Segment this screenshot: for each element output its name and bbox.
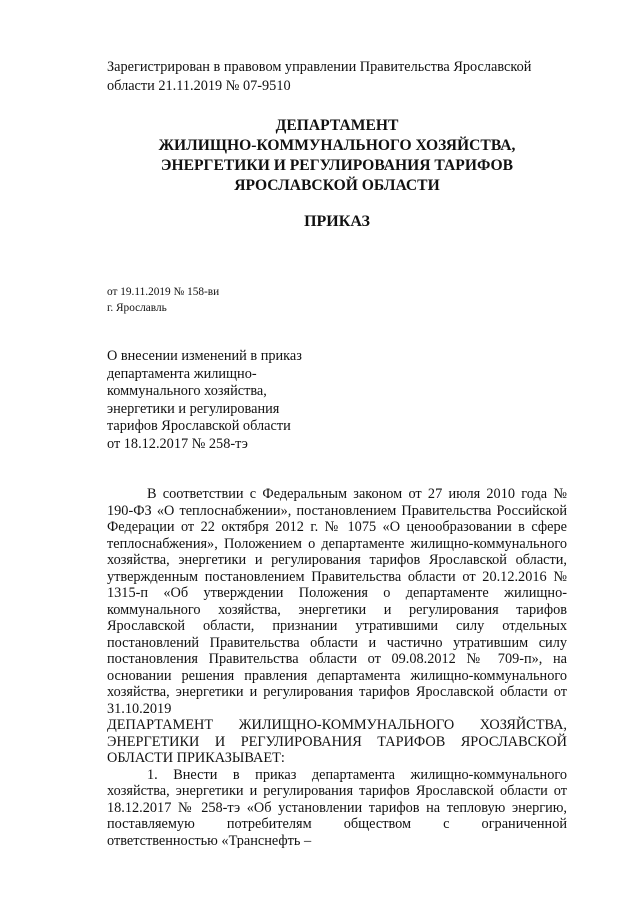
subject-line-6: от 18.12.2017 № 258-тэ	[107, 435, 248, 452]
subject-line-5: тарифов Ярославской области	[107, 418, 291, 434]
order-title: ПРИКАЗ	[304, 213, 370, 230]
registration-line-1: Зарегистрирован в правовом управлении Правительства Ярославской	[107, 59, 532, 75]
subject-line-3: коммунального хозяйства,	[107, 383, 267, 399]
registration-line-2: области 21.11.2019 № 07-9510	[107, 78, 291, 94]
order-date-number: от 19.11.2019 № 158-ви	[107, 286, 220, 298]
department-line-1: ДЕПАРТАМЕНТ	[275, 117, 399, 134]
order-city: г. Ярославль	[107, 302, 167, 314]
department-line-4: ЯРОСЛАВСКОЙ ОБЛАСТИ	[234, 177, 440, 194]
order-subject	[107, 348, 367, 453]
department-line-3: ЭНЕРГЕТИКИ И РЕГУЛИРОВАНИЯ ТАРИФОВ	[160, 157, 514, 174]
body-paragraph-item-1: 1. Внести в приказ департамента жилищно-коммунального хозяйства, энергетики и регулирования тарифов Ярославской области от 18.12.2017 № 258-тэ «Об установлении тарифов на тепловую энергию, поставляемую потребителям обществом с ограниченной ответственностью «Транснефть –	[107, 766, 567, 849]
order-body	[107, 486, 567, 849]
subject-line-4: энергетики и регулирования	[107, 400, 280, 417]
department-header	[107, 116, 567, 196]
department-line-2: ЖИЛИЩНО-КОММУНАЛЬНОГО ХОЗЯЙСТВА,	[158, 137, 516, 154]
body-paragraph-basis: В соответствии с Федеральным законом от 27 июля 2010 года № 190-ФЗ «О теплоснабжении», постановлением Правительства Российской Федерации от 22 октября 2012 г. № 1075 «О ценообразовании в сфере теплоснабжения», Положением о департаменте жилищно-коммунального хозяйства, энергетики и регулирования тарифов Ярославской области, утвержденным постановлением Правительства области от 20.12.2016 № 1315-п «Об утверждении Положения о департаменте жилищно-коммунального хозяйства, энергетики и регулирования тарифов Ярославской области, признании утратившими силу отдельных постановлений Правительства области и частично утратившим силу постановления Правительства области от 09.08.2012 № 709-п», на основании решения правления департамента жилищно-коммунального хозяйства, энергетики и регулирования тарифов Ярославской области от 31.10.2019	[107, 486, 567, 717]
order-meta	[107, 284, 407, 316]
subject-line-2: департамента жилищно-	[107, 365, 257, 382]
subject-line-1: О внесении изменений в приказ	[107, 348, 302, 364]
body-paragraph-orders: ДЕПАРТАМЕНТ ЖИЛИЩНО-КОММУНАЛЬНОГО ХОЗЯЙСТВА, ЭНЕРГЕТИКИ И РЕГУЛИРОВАНИЯ ТАРИФОВ ЯРОСЛАВСКОЙ ОБЛАСТИ ПРИКАЗЫВАЕТ:	[107, 717, 567, 766]
registration-note	[107, 58, 567, 96]
